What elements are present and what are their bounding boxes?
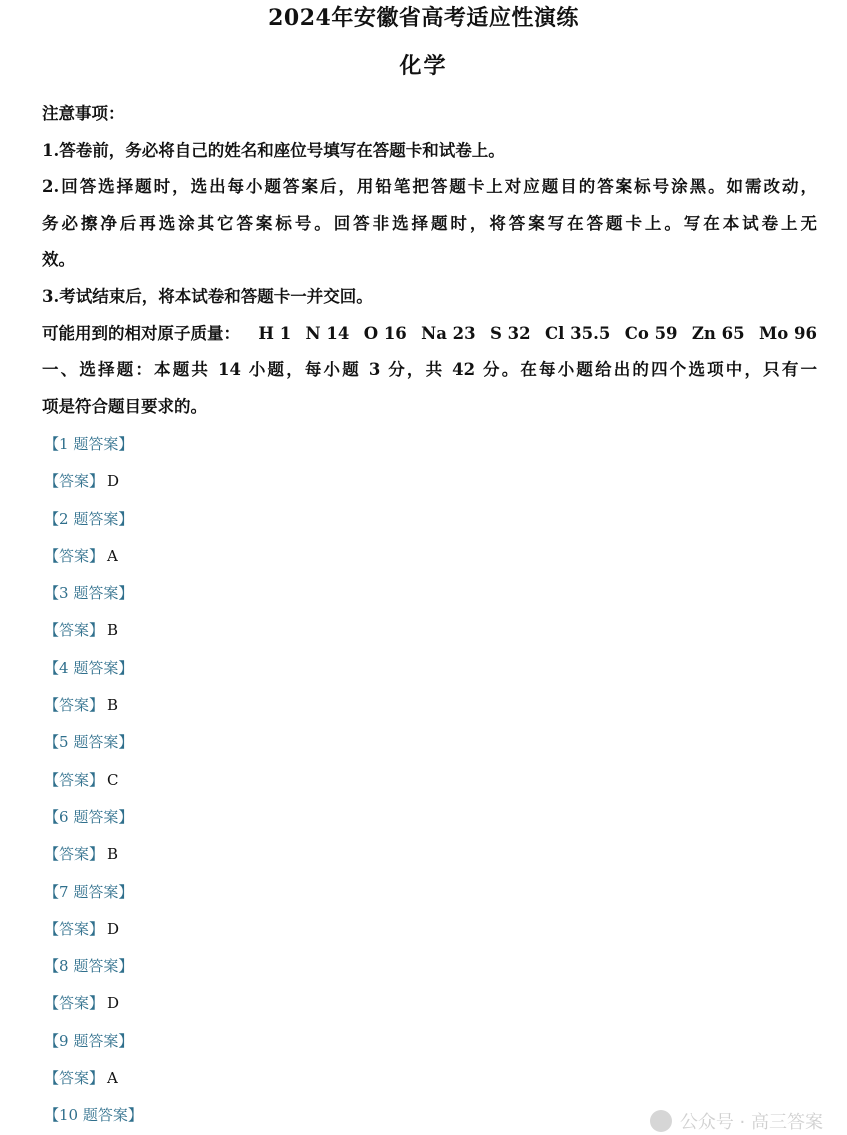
right-bracket: 】 bbox=[89, 845, 105, 864]
right-bracket: 】 bbox=[118, 658, 134, 677]
answer-row bbox=[44, 911, 143, 948]
answer-list bbox=[44, 426, 143, 1135]
left-bracket: 【 bbox=[44, 919, 60, 938]
left-bracket: 【 bbox=[44, 509, 60, 528]
answer-label: 答案 bbox=[59, 770, 90, 789]
left-bracket: 【 bbox=[44, 733, 60, 752]
right-bracket: 】 bbox=[118, 509, 134, 528]
left-bracket: 【 bbox=[44, 1106, 60, 1125]
atomic-mass: H 1 bbox=[258, 323, 292, 343]
left-bracket: 【 bbox=[44, 770, 60, 789]
question-heading-text: 5 题答案 bbox=[59, 733, 119, 752]
watermark-text: 公众号 · 高三答案 bbox=[679, 1112, 823, 1133]
answer-label: 答案 bbox=[59, 845, 90, 864]
notice-item-2-line-3: 效。 bbox=[42, 250, 75, 270]
answer-row bbox=[44, 762, 143, 799]
answer-value: C bbox=[107, 770, 119, 789]
left-bracket: 【 bbox=[44, 658, 60, 677]
answer-row bbox=[44, 985, 143, 1022]
atomic-mass: Mo 96 bbox=[759, 323, 817, 343]
wechat-icon bbox=[650, 1110, 672, 1132]
right-bracket: 】 bbox=[118, 584, 134, 603]
left-bracket: 【 bbox=[44, 845, 60, 864]
left-bracket: 【 bbox=[44, 546, 60, 565]
left-bracket: 【 bbox=[44, 435, 60, 453]
atomic-masses-lead: 可能用到的相对原子质量： bbox=[42, 323, 240, 343]
notice-item-1: 1.答卷前，务必将自己的姓名和座位号填写在答题卡和试卷上。 bbox=[42, 140, 505, 160]
document-subject: 化学 bbox=[399, 53, 448, 79]
left-bracket: 【 bbox=[44, 584, 60, 603]
notice-item-3: 3.考试结束后，将本试卷和答题卡一并交回。 bbox=[42, 286, 373, 306]
question-answer-heading bbox=[44, 1023, 143, 1060]
answer-row bbox=[44, 1060, 143, 1097]
left-bracket: 【 bbox=[44, 994, 60, 1013]
atomic-mass: Na 23 bbox=[421, 323, 476, 343]
question-heading-text: 10 题答案 bbox=[59, 1106, 128, 1125]
left-bracket: 【 bbox=[44, 957, 60, 976]
section-heading-line-2: 项是符合题目要求的。 bbox=[42, 396, 207, 416]
right-bracket: 】 bbox=[89, 472, 105, 491]
atomic-mass: Cl 35.5 bbox=[544, 323, 611, 343]
answer-value: D bbox=[107, 919, 120, 938]
right-bracket: 】 bbox=[118, 733, 134, 752]
right-bracket: 】 bbox=[89, 1069, 105, 1088]
right-bracket: 】 bbox=[118, 435, 134, 453]
answer-row bbox=[44, 687, 143, 724]
question-heading-text: 3 题答案 bbox=[59, 584, 119, 603]
left-bracket: 【 bbox=[44, 472, 60, 491]
question-answer-heading bbox=[44, 874, 143, 911]
question-answer-heading bbox=[44, 426, 143, 463]
left-bracket: 【 bbox=[44, 807, 60, 826]
question-answer-heading bbox=[44, 650, 143, 687]
question-answer-heading bbox=[44, 799, 143, 836]
answer-label: 答案 bbox=[59, 1069, 90, 1088]
answer-row bbox=[44, 538, 143, 575]
right-bracket: 】 bbox=[118, 882, 134, 901]
question-answer-heading bbox=[44, 948, 143, 985]
left-bracket: 【 bbox=[44, 1031, 60, 1050]
question-heading-text: 6 题答案 bbox=[59, 807, 119, 826]
answer-label: 答案 bbox=[59, 919, 90, 938]
left-bracket: 【 bbox=[44, 1069, 60, 1088]
right-bracket: 】 bbox=[118, 807, 134, 826]
section-heading-line-1: 一、选择题：本题共 14 小题，每小题 3 分，共 42 分。在每小题给出的四个选项中，只有一 bbox=[42, 360, 817, 380]
notice-section bbox=[42, 96, 817, 425]
left-bracket: 【 bbox=[44, 696, 60, 715]
question-answer-heading bbox=[44, 575, 143, 612]
answer-label: 答案 bbox=[59, 621, 90, 640]
question-heading-text: 2 题答案 bbox=[59, 509, 119, 528]
notice-item-2-line-2: 务必擦净后再选涂其它答案标号。回答非选择题时，将答案写在答题卡上。写在本试卷上无 bbox=[42, 213, 817, 233]
answer-label: 答案 bbox=[59, 696, 90, 715]
answer-label: 答案 bbox=[59, 472, 90, 491]
answer-value: B bbox=[107, 845, 119, 864]
right-bracket: 】 bbox=[89, 919, 105, 938]
question-answer-heading bbox=[44, 1097, 143, 1134]
notice-item-2-line-1: 2.回答选择题时，选出每小题答案后，用铅笔把答题卡上对应题目的答案标号涂黑。如需改动， bbox=[42, 177, 817, 197]
answer-value: B bbox=[107, 696, 119, 715]
answer-value: A bbox=[107, 1069, 118, 1088]
right-bracket: 】 bbox=[89, 696, 105, 715]
answer-value: B bbox=[107, 621, 119, 640]
answer-label: 答案 bbox=[59, 994, 90, 1013]
question-answer-heading bbox=[44, 501, 143, 538]
question-heading-text: 7 题答案 bbox=[59, 882, 119, 901]
answer-value: A bbox=[107, 546, 118, 565]
answer-row bbox=[44, 836, 143, 873]
notice-heading: 注意事项： bbox=[42, 104, 125, 123]
watermark bbox=[650, 1108, 823, 1134]
right-bracket: 】 bbox=[89, 994, 105, 1013]
question-heading-text: 1 题答案 bbox=[59, 435, 119, 453]
atomic-mass: S 32 bbox=[490, 323, 531, 343]
question-heading-text: 4 题答案 bbox=[59, 658, 119, 677]
answer-value: D bbox=[107, 994, 120, 1013]
document-title: 2024年安徽省高考适应性演练 bbox=[268, 5, 579, 31]
right-bracket: 】 bbox=[89, 770, 105, 789]
atomic-mass: Co 59 bbox=[624, 323, 678, 343]
atomic-masses-line bbox=[42, 316, 817, 353]
atomic-mass: Zn 65 bbox=[691, 323, 745, 343]
answer-row bbox=[44, 612, 143, 649]
answer-row bbox=[44, 463, 143, 500]
right-bracket: 】 bbox=[127, 1106, 143, 1125]
question-heading-text: 9 题答案 bbox=[59, 1031, 119, 1050]
right-bracket: 】 bbox=[89, 546, 105, 565]
left-bracket: 【 bbox=[44, 621, 60, 640]
question-heading-text: 8 题答案 bbox=[59, 957, 119, 976]
right-bracket: 】 bbox=[118, 957, 134, 976]
question-answer-heading bbox=[44, 724, 143, 761]
atomic-mass: O 16 bbox=[363, 323, 407, 343]
answer-value: D bbox=[107, 472, 120, 491]
atomic-mass: N 14 bbox=[305, 323, 350, 343]
right-bracket: 】 bbox=[89, 621, 105, 640]
right-bracket: 】 bbox=[118, 1031, 134, 1050]
left-bracket: 【 bbox=[44, 882, 60, 901]
answer-label: 答案 bbox=[59, 546, 90, 565]
